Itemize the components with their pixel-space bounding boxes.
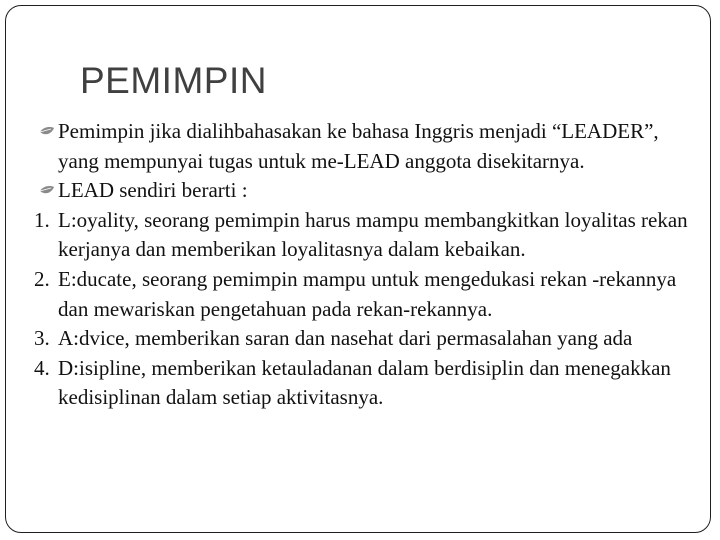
leaf-bullet-icon — [34, 117, 58, 147]
list-item-number: 3. — [34, 326, 50, 351]
list-item — [34, 265, 694, 324]
list-item — [34, 324, 694, 354]
bullet-paragraph — [34, 176, 694, 206]
list-item-number: 2. — [34, 266, 50, 291]
bullet-text: LEAD sendiri berarti : — [58, 178, 248, 203]
list-item — [34, 354, 694, 413]
bullet-paragraph — [34, 117, 694, 176]
list-item-number: 1. — [34, 207, 50, 232]
slide-body — [34, 117, 694, 413]
leaf-bullet-icon — [34, 176, 58, 206]
list-item-text: D:isipline, memberikan ketauladanan dalam berdisiplin dan menegakkan kedisiplinan dalam setiap aktivitasnya. — [58, 355, 671, 410]
bullet-text: Pemimpin jika dialihbahasakan ke bahasa Inggris menjadi “LEADER”, yang mempunyai tugas untuk me-LEAD anggota disekitarnya. — [58, 119, 659, 173]
list-item-number: 4. — [34, 355, 50, 380]
list-item-text: A:dvice, memberikan saran dan nasehat dari permasalahan yang ada — [58, 326, 633, 351]
list-item — [34, 206, 694, 265]
slide-title: PEMIMPIN — [80, 60, 267, 101]
list-item-text: E:ducate, seorang pemimpin mampu untuk mengedukasi rekan -rekannya dan mewariskan pengetahuan pada rekan-rekannya. — [58, 266, 677, 321]
list-item-text: L:oyality, seorang pemimpin harus mampu membangkitkan loyalitas rekan kerjanya dan memberikan loyalitasnya dalam kebaikan. — [58, 207, 688, 262]
